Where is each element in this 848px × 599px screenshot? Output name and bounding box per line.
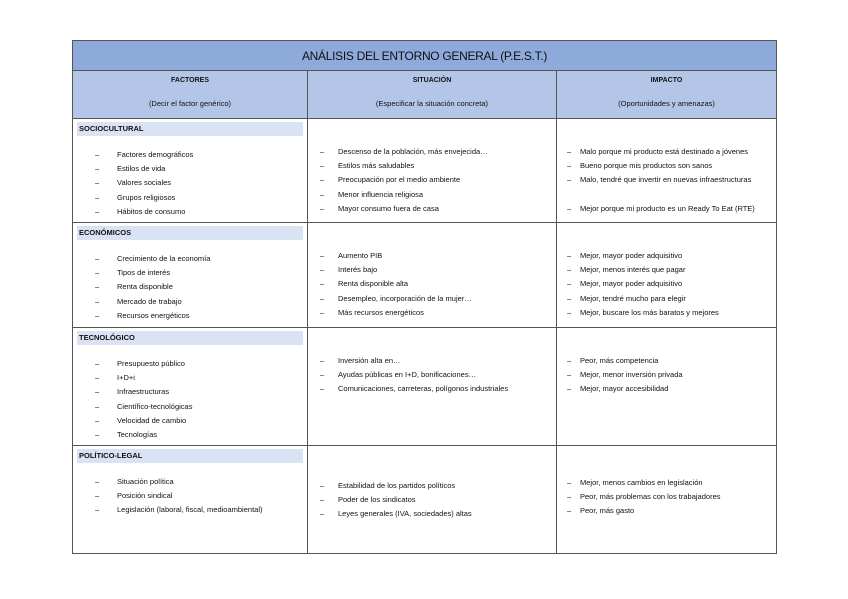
header-title: IMPACTO: [650, 77, 683, 84]
dash-bullet-icon: –: [95, 387, 100, 397]
impacto-list: [557, 249, 776, 320]
dash-bullet-icon: –: [320, 175, 325, 185]
factores-cell: [73, 446, 308, 554]
dash-bullet-icon: –: [320, 384, 325, 394]
section-row-tecnologico: [73, 328, 777, 446]
list-item: – Estabilidad de los partidos políticos: [320, 479, 556, 493]
impacto-cell: [557, 328, 777, 446]
dash-bullet-icon: –: [95, 296, 100, 306]
dash-bullet-icon: –: [320, 189, 325, 199]
dash-bullet-icon: –: [567, 161, 572, 171]
dash-bullet-icon: –: [567, 175, 572, 185]
dash-bullet-icon: –: [567, 203, 572, 213]
dash-bullet-icon: –: [95, 282, 100, 292]
situacion-list: [308, 145, 556, 216]
factores-cell: [73, 119, 308, 223]
dash-bullet-icon: –: [320, 147, 325, 156]
situacion-list: [308, 249, 556, 320]
list-item: – Mercado de trabajo: [95, 295, 307, 309]
impacto-list: [557, 145, 776, 216]
list-item: – Mejor, menor inversión privada: [567, 368, 776, 382]
list-item: – Ayudas públicas en I+D, bonificaciones…: [320, 368, 556, 382]
dash-bullet-icon: –: [320, 509, 325, 519]
list-item: – Velocidad de cambio: [95, 414, 307, 428]
header-impacto: [557, 71, 777, 119]
list-item: – Descenso de la población, más envejecida…: [320, 145, 556, 159]
list-item: – Posición sindical: [95, 489, 307, 503]
dash-bullet-icon: –: [95, 359, 100, 368]
dash-bullet-icon: –: [567, 370, 572, 380]
factores-cell: [73, 328, 308, 446]
dash-bullet-icon: –: [567, 384, 572, 394]
list-item: – Malo, tendré que invertir en nuevas infraestructuras: [567, 173, 776, 187]
factores-list: [73, 357, 307, 442]
header-factores: [73, 71, 308, 119]
factores-list: [73, 252, 307, 323]
dash-bullet-icon: –: [320, 356, 325, 365]
table-title: ANÁLISIS DEL ENTORNO GENERAL (P.E.S.T.): [73, 41, 777, 71]
situacion-list: [308, 354, 556, 397]
list-item: – Bueno porque mis productos son sanos: [567, 159, 776, 173]
list-item: – Hábitos de consumo: [95, 205, 307, 219]
list-item: – Malo porque mi producto está destinado a jóvenes: [567, 145, 776, 159]
list-item: – Mejor, tendré mucho para elegir: [567, 292, 776, 306]
list-item: – Peor, más problemas con los trabajadores: [567, 490, 776, 504]
dash-bullet-icon: –: [567, 251, 572, 260]
list-item: – Desempleo, incorporación de la mujer…: [320, 292, 556, 306]
situacion-cell: [308, 119, 557, 223]
section-row-politico-legal: [73, 446, 777, 554]
dash-bullet-icon: –: [567, 147, 572, 156]
list-item: – Inversión alta en…: [320, 354, 556, 368]
dash-bullet-icon: –: [95, 254, 100, 263]
header-title: FACTORES: [171, 77, 209, 84]
list-item: – Mayor consumo fuera de casa: [320, 202, 556, 216]
dash-bullet-icon: –: [95, 164, 100, 174]
list-item: – Crecimiento de la economía: [95, 252, 307, 266]
list-item: – Tecnologías: [95, 428, 307, 442]
list-item: – Mejor, mayor poder adquisitivo: [567, 249, 776, 263]
dash-bullet-icon: –: [95, 192, 100, 202]
dash-bullet-icon: –: [320, 279, 325, 289]
impacto-list: [557, 476, 776, 519]
dash-bullet-icon: –: [567, 492, 572, 502]
pest-analysis-table: [72, 40, 777, 554]
dash-bullet-icon: –: [567, 293, 572, 303]
factores-list: [73, 475, 307, 518]
impacto-list: [557, 354, 776, 397]
list-item: – Interés bajo: [320, 263, 556, 277]
situacion-list: [308, 479, 556, 522]
header-title: SITUACIÓN: [412, 77, 452, 84]
dash-bullet-icon: –: [95, 491, 100, 501]
list-item: – Mejor porque mi producto es un Ready To Eat (RTE): [567, 202, 776, 216]
list-item: – Grupos religiosos: [95, 191, 307, 205]
situacion-cell: [308, 446, 557, 554]
dash-bullet-icon: –: [95, 401, 100, 411]
dash-bullet-icon: –: [320, 203, 325, 213]
dash-bullet-icon: –: [567, 279, 572, 289]
list-item: – Más recursos energéticos: [320, 306, 556, 320]
list-item: – Preocupación por el medio ambiente: [320, 173, 556, 187]
header-row: [73, 71, 777, 119]
dash-bullet-icon: –: [95, 415, 100, 425]
list-item: – Mejor, menos interés que pagar: [567, 263, 776, 277]
situacion-cell: [308, 328, 557, 446]
list-item: – Valores sociales: [95, 176, 307, 190]
dash-bullet-icon: –: [95, 150, 100, 159]
dash-bullet-icon: –: [95, 310, 100, 320]
impacto-cell: [557, 446, 777, 554]
list-item: – Factores demográficos: [95, 148, 307, 162]
list-item: – I+D+i: [95, 371, 307, 385]
dash-bullet-icon: –: [320, 265, 325, 275]
list-item: – Estilos de vida: [95, 162, 307, 176]
dash-bullet-icon: –: [95, 477, 100, 486]
dash-bullet-icon: –: [95, 178, 100, 188]
list-item: – Mejor, buscare los más baratos y mejores: [567, 306, 776, 320]
section-row-sociocultural: [73, 119, 777, 223]
list-item: – Mejor, mayor poder adquisitivo: [567, 277, 776, 291]
list-item: – Peor, más gasto: [567, 504, 776, 518]
dash-bullet-icon: –: [567, 478, 572, 487]
list-item: – Recursos energéticos: [95, 309, 307, 323]
header-subtitle: (Especificar la situación concreta): [375, 99, 489, 108]
header-subtitle: (Decir el factor genérico): [148, 99, 232, 108]
dash-bullet-icon: –: [320, 251, 325, 260]
header-situacion: [308, 71, 557, 119]
list-item: – Comunicaciones, carreteras, polígonos industriales: [320, 382, 556, 396]
list-item: – Tipos de interés: [95, 266, 307, 280]
list-item: – Presupuesto público: [95, 357, 307, 371]
impacto-cell: [557, 119, 777, 223]
dash-bullet-icon: –: [320, 481, 325, 490]
dash-bullet-icon: –: [567, 307, 572, 317]
section-label: TECNOLÓGICO: [77, 331, 303, 345]
header-subtitle: (Oportunidades y amenazas): [618, 99, 715, 108]
dash-bullet-icon: –: [95, 373, 100, 383]
list-item: – Infraestructuras: [95, 385, 307, 399]
section-label: ECONÓMICOS: [77, 226, 303, 240]
list-item: – Legislación (laboral, fiscal, medioambiental): [95, 503, 307, 517]
dash-bullet-icon: –: [567, 265, 572, 275]
dash-bullet-icon: –: [567, 356, 572, 365]
list-item: – Renta disponible alta: [320, 277, 556, 291]
dash-bullet-icon: –: [320, 370, 325, 380]
dash-bullet-icon: –: [95, 505, 100, 515]
list-item: – Poder de los sindicatos: [320, 493, 556, 507]
dash-bullet-icon: –: [567, 506, 572, 516]
list-item: – Aumento PIB: [320, 249, 556, 263]
list-item: – Estilos más saludables: [320, 159, 556, 173]
list-item: – Mejor, mayor accesibilidad: [567, 382, 776, 396]
title-row: [73, 41, 777, 71]
dash-bullet-icon: –: [320, 495, 325, 505]
dash-bullet-icon: –: [95, 268, 100, 278]
factores-cell: [73, 223, 308, 328]
list-item: – Leyes generales (IVA, sociedades) altas: [320, 507, 556, 521]
dash-bullet-icon: –: [95, 430, 100, 440]
list-item: – Renta disponible: [95, 280, 307, 294]
section-row-economicos: [73, 223, 777, 328]
dash-bullet-icon: –: [95, 206, 100, 216]
list-item: – Menor influencia religiosa: [320, 188, 556, 202]
dash-bullet-icon: –: [320, 161, 325, 171]
list-item: – Mejor, menos cambios en legislación: [567, 476, 776, 490]
list-item: – Situación política: [95, 475, 307, 489]
factores-list: [73, 148, 307, 219]
list-item: – Peor, más competencia: [567, 354, 776, 368]
dash-bullet-icon: –: [320, 307, 325, 317]
section-label: SOCIOCULTURAL: [77, 122, 303, 136]
section-label: POLÍTICO-LEGAL: [77, 449, 303, 463]
impacto-cell: [557, 223, 777, 328]
situacion-cell: [308, 223, 557, 328]
dash-bullet-icon: –: [320, 293, 325, 303]
list-item: – Científico-tecnológicas: [95, 400, 307, 414]
